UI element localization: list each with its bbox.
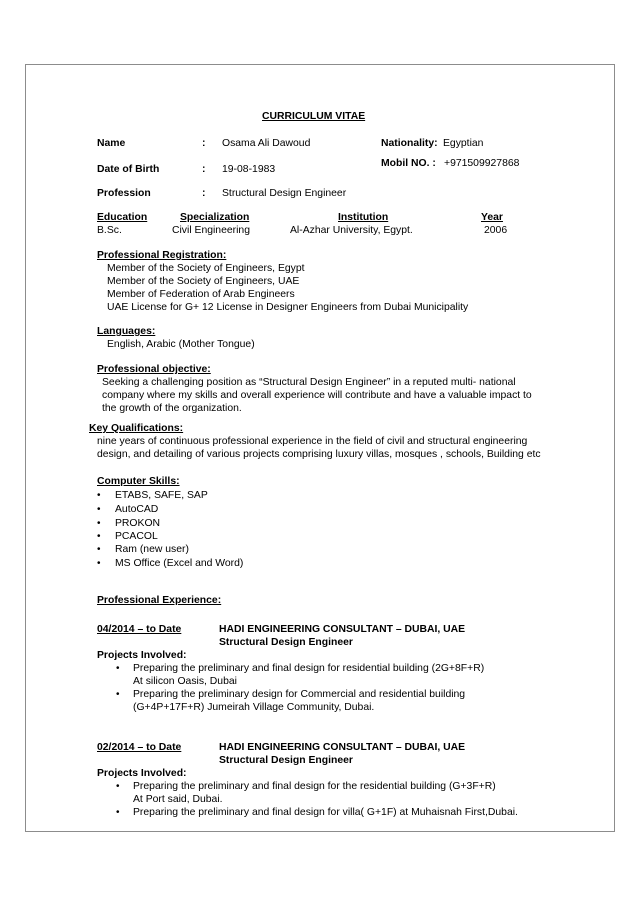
skill-item: ETABS, SAFE, SAP bbox=[115, 490, 208, 501]
registration-item: Member of Federation of Arab Engineers bbox=[107, 289, 295, 300]
job-period: 04/2014 – to Date bbox=[97, 624, 182, 635]
objective-line: Seeking a challenging position as “Structural Design Engineer” in a reputed multi- national bbox=[102, 377, 516, 388]
education-institution: Al-Azhar University, Egypt. bbox=[290, 225, 413, 236]
bullet-icon: • bbox=[116, 663, 120, 674]
job-company: HADI ENGINEERING CONSULTANT – DUBAI, UAE bbox=[219, 742, 466, 753]
specialization-header: Specialization bbox=[180, 212, 250, 223]
name-label: Name bbox=[97, 138, 126, 149]
profession-value: Structural Design Engineer bbox=[222, 188, 347, 199]
document-title: CURRICULUM VITAE bbox=[262, 111, 366, 122]
education-year: 2006 bbox=[484, 225, 508, 236]
qualifications-line: nine years of continuous professional experience in the field of civil and structural engineering bbox=[97, 436, 528, 447]
bullet-icon: • bbox=[97, 558, 101, 569]
bullet-icon: • bbox=[97, 544, 101, 555]
job-period: 02/2014 – to Date bbox=[97, 742, 182, 753]
dob-colon: : bbox=[202, 164, 206, 175]
projects-label: Projects Involved: bbox=[97, 650, 187, 661]
skill-item: PROKON bbox=[115, 518, 161, 529]
bullet-icon: • bbox=[116, 807, 120, 818]
bullet-icon: • bbox=[97, 504, 101, 515]
registration-item: Member of the Society of Engineers, UAE bbox=[107, 276, 300, 287]
project-line: At Port said, Dubai. bbox=[133, 794, 223, 805]
qualifications-heading: Key Qualifications: bbox=[89, 423, 184, 434]
objective-heading: Professional objective: bbox=[97, 364, 211, 375]
education-specialization: Civil Engineering bbox=[172, 225, 250, 236]
job-role: Structural Design Engineer bbox=[219, 755, 353, 766]
bullet-icon: • bbox=[97, 531, 101, 542]
computer-skills-heading: Computer Skills: bbox=[97, 476, 180, 487]
project-line: Preparing the preliminary and final design for villa( G+1F) at Muhaisnah First,Dubai. bbox=[133, 807, 518, 818]
skill-item: AutoCAD bbox=[115, 504, 159, 515]
job-role: Structural Design Engineer bbox=[219, 637, 353, 648]
profession-label: Profession bbox=[97, 188, 151, 199]
registration-item: UAE License for G+ 12 License in Designer Engineers from Dubai Municipality bbox=[107, 302, 469, 313]
projects-label: Projects Involved: bbox=[97, 768, 187, 779]
languages-text: English, Arabic (Mother Tongue) bbox=[107, 339, 255, 350]
nationality-label: Nationality: bbox=[381, 138, 438, 149]
mobile-label: Mobil NO. : bbox=[381, 158, 436, 169]
languages-heading: Languages: bbox=[97, 326, 156, 337]
objective-line: company where my skills and overall experience will contribute and have a valuable impact to bbox=[102, 390, 532, 401]
name-value: Osama Ali Dawoud bbox=[222, 138, 311, 149]
experience-heading: Professional Experience: bbox=[97, 595, 222, 606]
profession-colon: : bbox=[202, 188, 206, 199]
dob-label: Date of Birth bbox=[97, 164, 160, 175]
skill-item: Ram (new user) bbox=[115, 544, 189, 555]
bullet-icon: • bbox=[116, 689, 120, 700]
nationality-value: Egyptian bbox=[443, 138, 484, 149]
bullet-icon: • bbox=[97, 518, 101, 529]
project-line: Preparing the preliminary and final design for residential building (2G+8F+R) bbox=[133, 663, 485, 674]
institution-header: Institution bbox=[338, 212, 389, 223]
project-line: Preparing the preliminary and final design for the residential building (G+3F+R) bbox=[133, 781, 496, 792]
education-degree: B.Sc. bbox=[97, 225, 122, 236]
education-header: Education bbox=[97, 212, 148, 223]
job-company: HADI ENGINEERING CONSULTANT – DUBAI, UAE bbox=[219, 624, 466, 635]
mobile-value: +971509927868 bbox=[444, 158, 520, 169]
bullet-icon: • bbox=[97, 490, 101, 501]
dob-value: 19-08-1983 bbox=[222, 164, 276, 175]
project-line: Preparing the preliminary design for Commercial and residential building bbox=[133, 689, 466, 700]
qualifications-line: design, and detailing of various projects comprising luxury villas, mosques , schools, Building etc bbox=[97, 449, 541, 460]
name-colon: : bbox=[202, 138, 206, 149]
registration-heading: Professional Registration: bbox=[97, 250, 227, 261]
registration-item: Member of the Society of Engineers, Egypt bbox=[107, 263, 305, 274]
skill-item: MS Office (Excel and Word) bbox=[115, 558, 244, 569]
project-line: (G+4P+17F+R) Jumeirah Village Community, Dubai. bbox=[133, 702, 375, 713]
project-line: At silicon Oasis, Dubai bbox=[133, 676, 237, 687]
year-header: Year bbox=[481, 212, 503, 223]
skill-item: PCACOL bbox=[115, 531, 158, 542]
objective-line: the growth of the organization. bbox=[102, 403, 242, 414]
bullet-icon: • bbox=[116, 781, 120, 792]
